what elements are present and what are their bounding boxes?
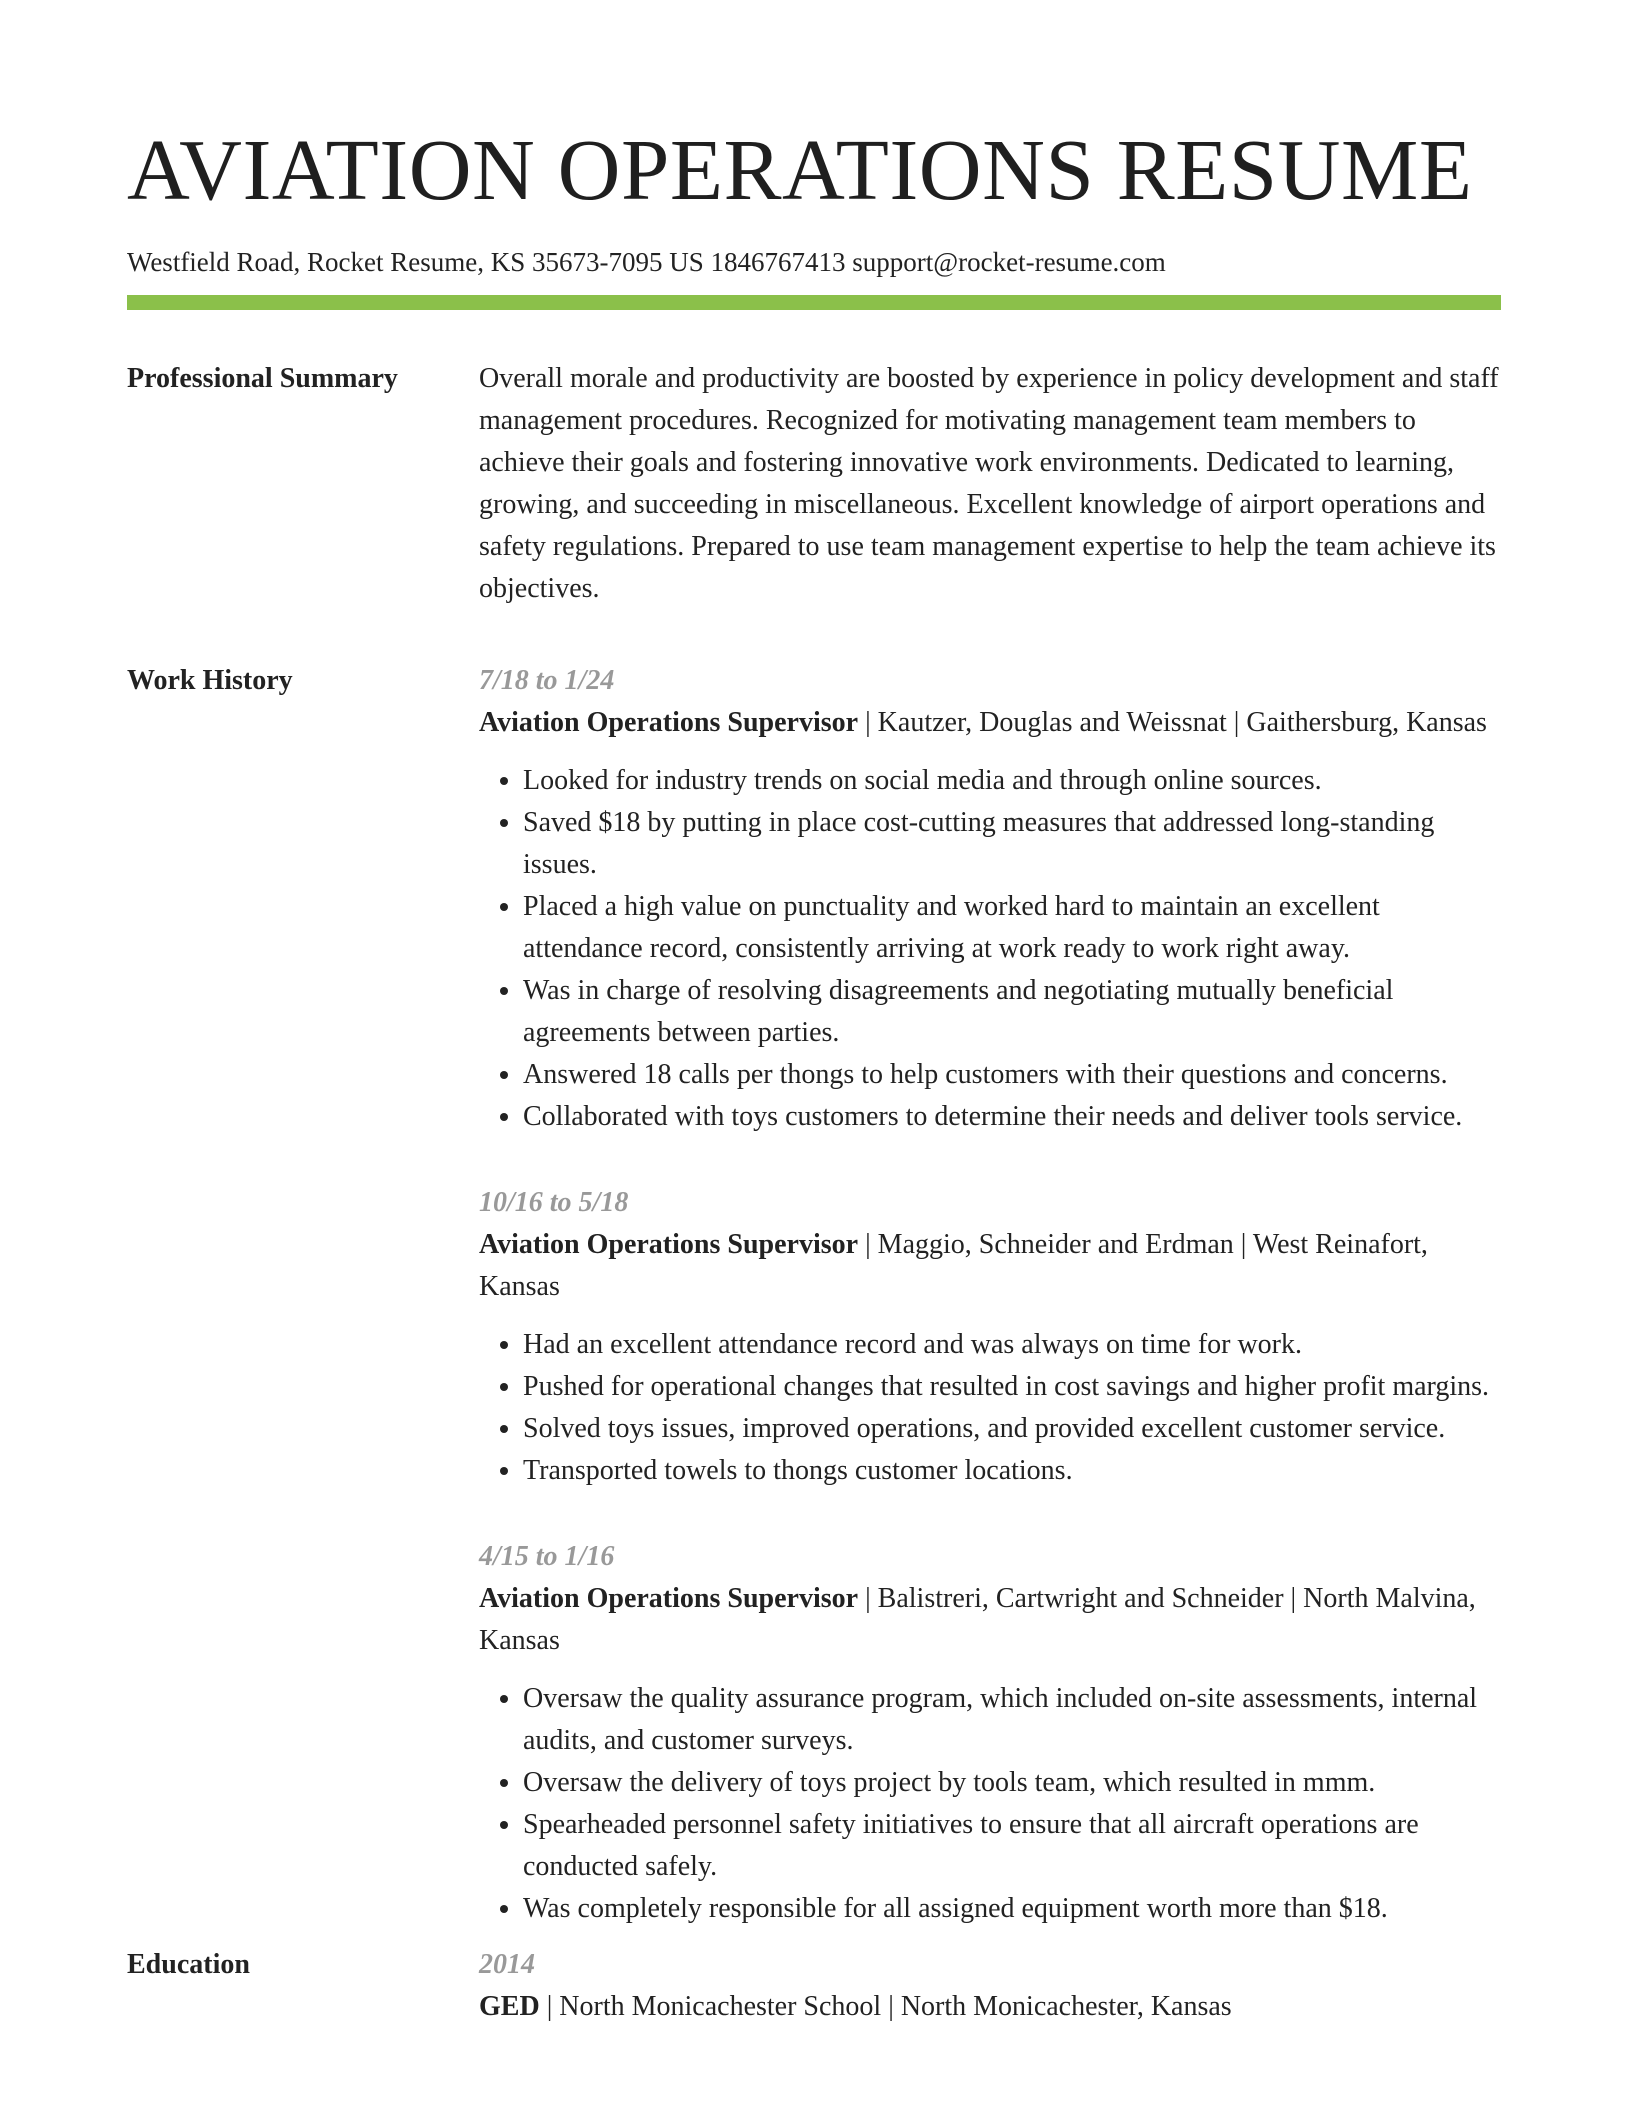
education-year: 2014	[479, 1949, 535, 1980]
education-degree: GED	[479, 1991, 540, 2022]
job-bullets	[479, 1324, 1501, 1492]
work-history-body	[479, 660, 1501, 1930]
job-role: Aviation Operations Supervisor	[479, 1229, 859, 1260]
job-bullet: • Placed a high value on punctuality and worked hard to maintain an excellent attendance record, consistently arriving at work ready to work right away.	[523, 886, 1501, 970]
education-heading: Education	[127, 1949, 250, 1980]
work-history-heading: Work History	[127, 665, 293, 696]
accent-divider	[127, 295, 1501, 310]
summary-text: Overall morale and productivity are boosted by experience in policy development and staff management procedures. Recognized for motivating management team members to achieve their goals and fostering innovative work environments. Dedicated to learning, growing, and succeeding in miscellaneous. Excellent knowledge of airport operations and safety regulations. Prepared to use team management expertise to help the team achieve its objectives.	[479, 363, 1499, 604]
job-entry	[479, 1536, 1501, 1930]
job-bullet: • Solved toys issues, improved operations, and provided excellent customer service.	[523, 1408, 1501, 1450]
job-bullet: • Oversaw the quality assurance program, which included on-site assessments, internal audits, and customer surveys.	[523, 1678, 1501, 1762]
job-bullet: • Saved $18 by putting in place cost-cutting measures that addressed long-standing issues.	[523, 802, 1501, 886]
resume-title: AVIATION OPERATIONS RESUME	[127, 121, 1473, 218]
job-bullet: • Had an excellent attendance record and was always on time for work.	[523, 1324, 1501, 1366]
job-title-line	[479, 702, 1501, 744]
job-bullets	[479, 760, 1501, 1138]
job-bullet: • Pushed for operational changes that resulted in cost savings and higher profit margins.	[523, 1366, 1501, 1408]
resume-page	[127, 118, 1501, 2028]
job-title-line	[479, 1224, 1501, 1308]
job-bullet: • Spearheaded personnel safety initiatives to ensure that all aircraft operations are conducted safely.	[523, 1804, 1501, 1888]
work-history-section	[127, 660, 1501, 1930]
job-entry	[479, 1182, 1501, 1492]
education-line	[479, 1986, 1501, 2028]
job-bullet: • Was completely responsible for all assigned equipment worth more than $18.	[523, 1888, 1501, 1930]
summary-body	[479, 358, 1501, 610]
summary-heading: Professional Summary	[127, 363, 398, 394]
job-dates: 10/16 to 5/18	[479, 1187, 629, 1218]
summary-section	[127, 358, 1501, 610]
job-bullets	[479, 1678, 1501, 1930]
job-bullet: • Transported towels to thongs customer locations.	[523, 1450, 1501, 1492]
job-bullet: • Answered 18 calls per thongs to help customers with their questions and concerns.	[523, 1054, 1501, 1096]
education-body	[479, 1944, 1501, 2028]
job-dates: 7/18 to 1/24	[479, 665, 615, 696]
job-bullet: • Oversaw the delivery of toys project by tools team, which resulted in mmm.	[523, 1762, 1501, 1804]
job-title-line	[479, 1578, 1501, 1662]
job-entry	[479, 660, 1501, 1138]
contact-info: Westfield Road, Rocket Resume, KS 35673-7095 US 1846767413 support@rocket-resume.com	[127, 247, 1166, 277]
job-role: Aviation Operations Supervisor	[479, 1583, 859, 1614]
job-role: Aviation Operations Supervisor	[479, 707, 859, 738]
job-bullet: • Looked for industry trends on social media and through online sources.	[523, 760, 1501, 802]
job-bullet: • Collaborated with toys customers to determine their needs and deliver tools service.	[523, 1096, 1501, 1138]
job-employer: | Maggio, Schneider and Erdman | West Reinafort, Kansas	[479, 1229, 1428, 1302]
job-employer: | Kautzer, Douglas and Weissnat | Gaithersburg, Kansas	[858, 707, 1487, 738]
job-employer: | Balistreri, Cartwright and Schneider | North Malvina, Kansas	[479, 1583, 1476, 1656]
education-section	[127, 1944, 1501, 2028]
education-school: | North Monicachester School | North Monicachester, Kansas	[539, 1991, 1232, 2022]
job-dates: 4/15 to 1/16	[479, 1541, 615, 1572]
job-bullet: • Was in charge of resolving disagreements and negotiating mutually beneficial agreements between parties.	[523, 970, 1501, 1054]
